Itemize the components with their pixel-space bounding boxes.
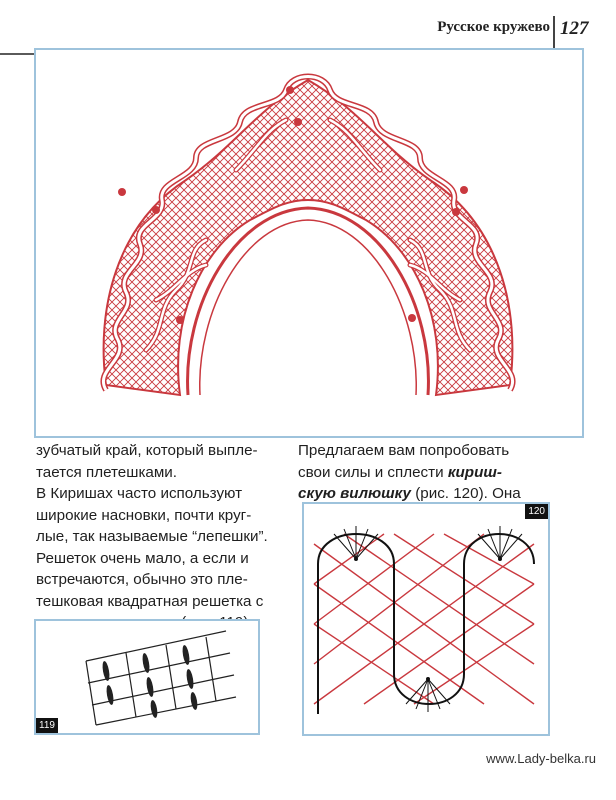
text-line: Предлагаем вам попробовать — [298, 442, 510, 459]
text-line: широкие насновки, почти круг- — [36, 506, 252, 524]
emphasis-term: скую вилюшку — [298, 485, 411, 502]
text-fragment: свои силы и сплести — [298, 463, 448, 481]
text-fragment: (рис. 120). Она — [411, 485, 521, 502]
text-line — [298, 462, 558, 484]
text-line: лые, так называемые “лепешки”. — [36, 528, 268, 545]
text-line: Решеток очень мало, а если и — [36, 549, 249, 567]
left-text-column — [36, 440, 276, 634]
curl-pattern-icon — [304, 504, 548, 734]
figure-number-120: 120 — [525, 504, 548, 519]
lace-collar-icon — [36, 50, 582, 436]
text-line: тается плетешками. — [36, 463, 178, 481]
page-header — [0, 14, 616, 48]
figure-lattice — [34, 619, 260, 735]
text-line: В Киришах часто используют — [36, 485, 243, 502]
text-line: тешковая квадратная решетка с — [36, 592, 264, 610]
section-title: Русское кружево — [437, 19, 550, 35]
right-text-column — [298, 440, 558, 505]
figure-number-119: 119 — [36, 718, 58, 733]
emphasis-term: кириш- — [447, 463, 502, 481]
lattice-icon — [36, 621, 258, 733]
text-line: встречаются, обычно это пле- — [36, 571, 248, 588]
figure-curl-pattern — [302, 502, 550, 736]
site-url[interactable]: www.Lady-belka.ru — [486, 751, 596, 766]
text-line: зубчатый край, который выпле- — [36, 442, 258, 459]
page-number: 127 — [560, 18, 589, 39]
figure-lace-collar — [34, 48, 584, 438]
